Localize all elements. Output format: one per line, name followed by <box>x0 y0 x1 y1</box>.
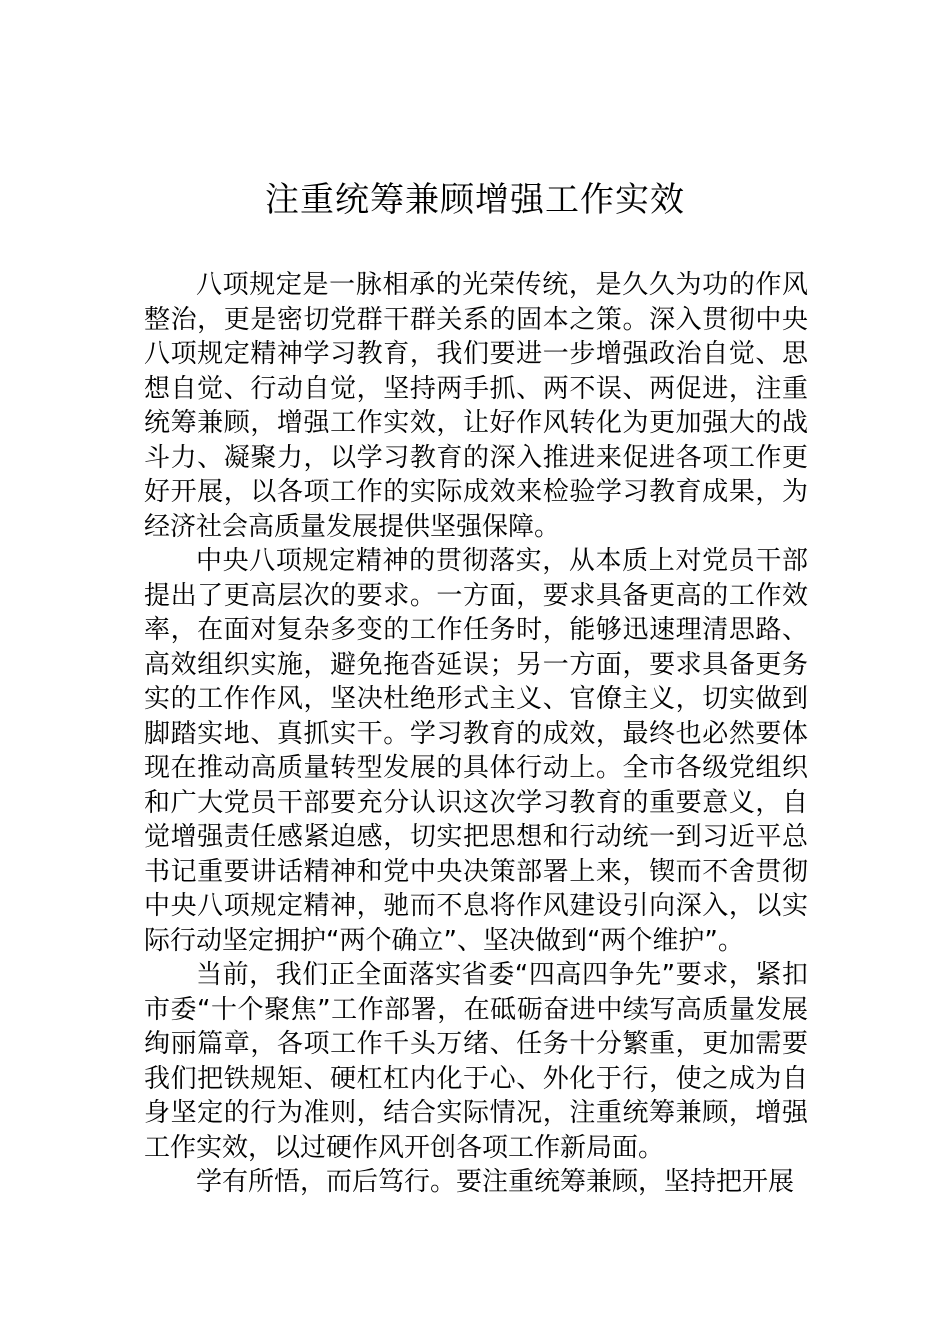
document-body <box>144 268 808 1200</box>
paragraph: 八项规定是一脉相承的光荣传统，是久久为功的作风整治，更是密切党群干群关系的固本之策。深入贯彻中央八项规定精神学习教育，我们要进一步增强政治自觉、思想自觉、行动自觉，坚持两手抓、两不误、两促进，注重统筹兼顾，增强工作实效，让好作风转化为更加强大的战斗力、凝聚力，以学习教育的深入推进来促进各项工作更好开展，以各项工作的实际成效来检验学习教育成果，为经济社会高质量发展提供坚强保障。 <box>144 270 808 542</box>
document-title: 注重统筹兼顾增强工作实效 <box>265 180 685 220</box>
paragraph: 当前，我们正全面落实省委“四高四争先”要求，紧扣市委“十个聚焦”工作部署，在砥砺奋进中续写高质量发展绚丽篇章，各项工作千头万绪、任务十分繁重，更加需要我们把铁规矩、硬杠杠内化于心、外化于行，使之成为自身坚定的行为准则，结合实际情况，注重统筹兼顾，增强工作实效，以过硬作风开创各项工作新局面。 <box>144 960 808 1163</box>
paragraph: 学有所悟，而后笃行。要注重统筹兼顾，坚持把开展 <box>196 1167 795 1197</box>
paragraph: 中央八项规定精神的贯彻落实，从本质上对党员干部提出了更高层次的要求。一方面，要求具备更高的工作效率，在面对复杂多变的工作任务时，能够迅速理清思路、高效组织实施，避免拖沓延误；另一方面，要求具备更务实的工作作风，坚决杜绝形式主义、官僚主义，切实做到脚踏实地、真抓实干。学习教育的成效，最终也必然要体现在推动高质量转型发展的具体行动上。全市各级党组织和广大党员干部要充分认识这次学习教育的重要意义，自觉增强责任感紧迫感，切实把思想和行动统一到习近平总书记重要讲话精神和党中央决策部署上来，锲而不舍贯彻中央八项规定精神，驰而不息将作风建设引向深入，以实际行动坚定拥护“两个确立”、坚决做到“两个维护”。 <box>144 546 808 956</box>
